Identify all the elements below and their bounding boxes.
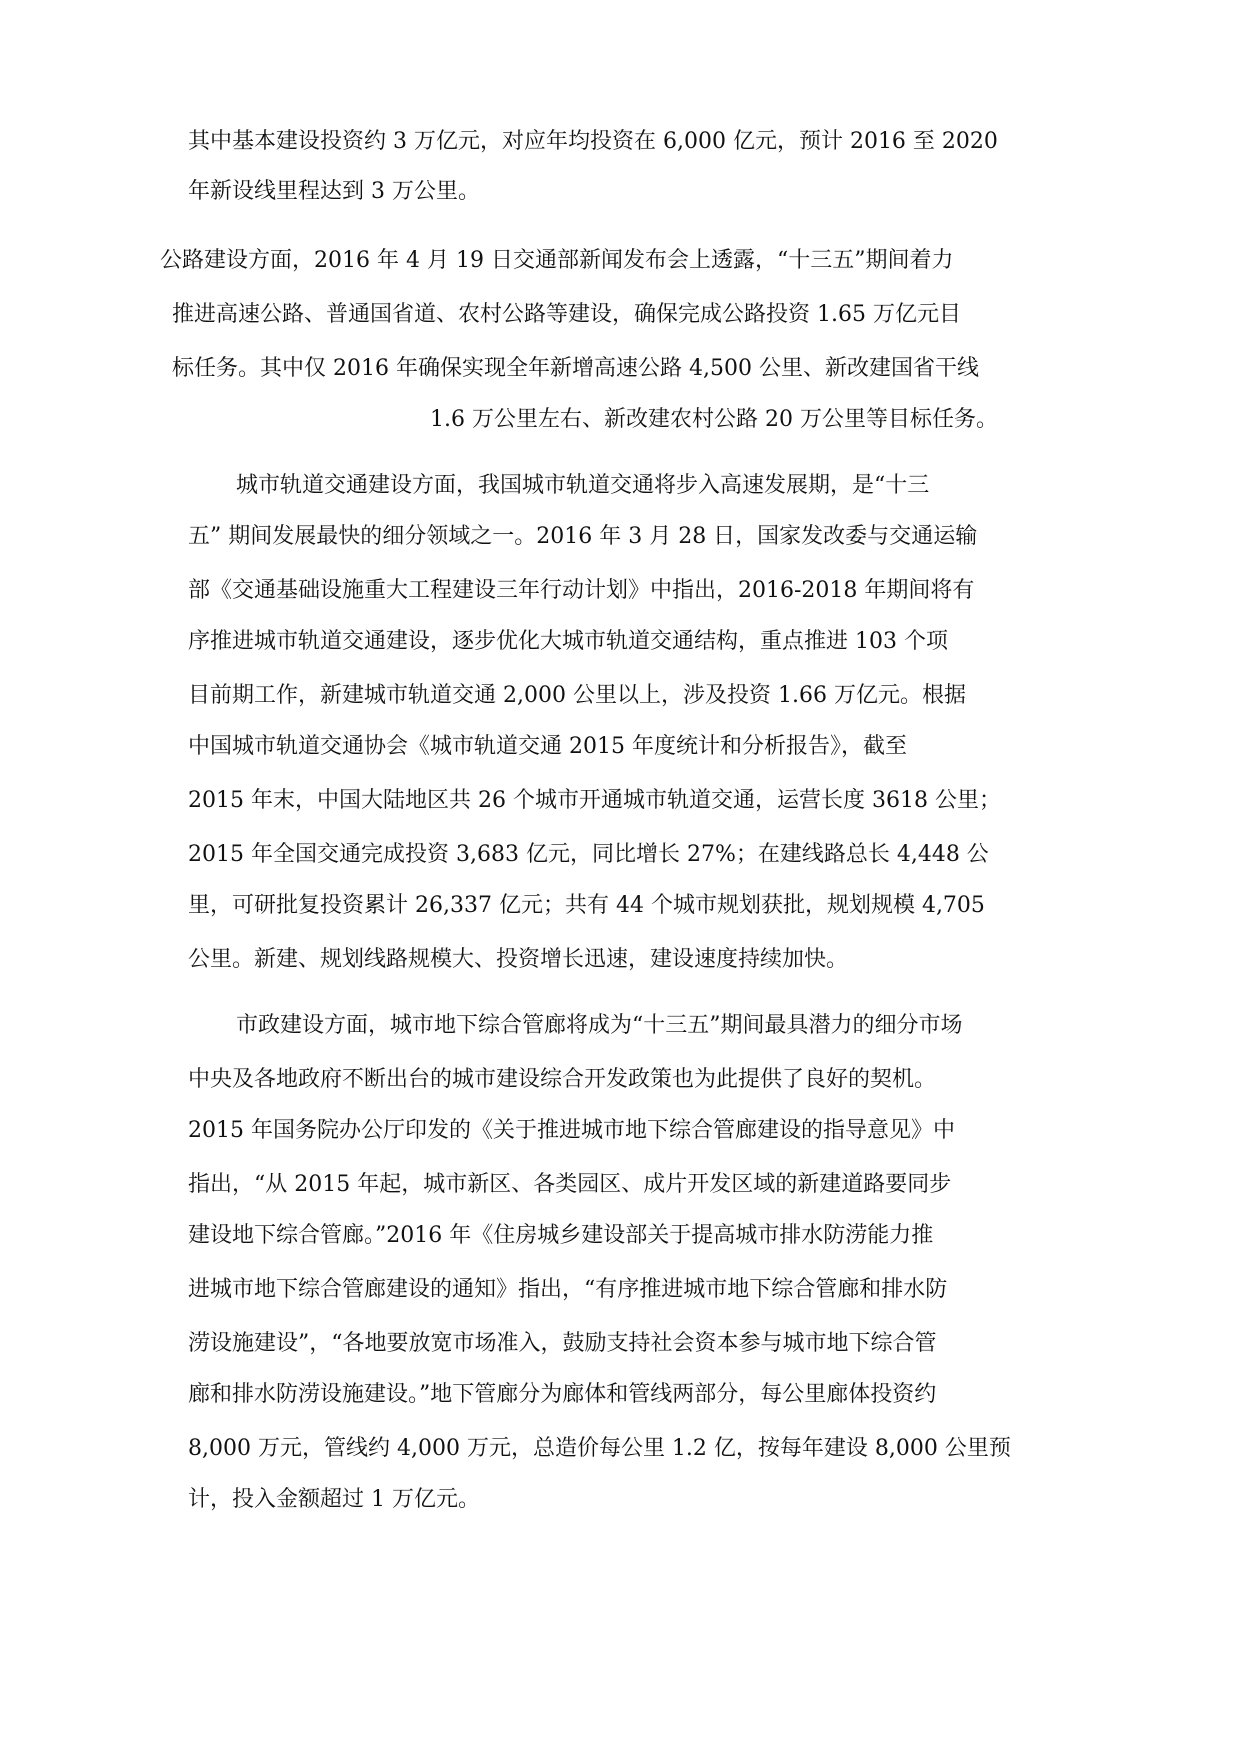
paragraph-line: 计，投入金额超过 1 万亿元。 — [188, 1487, 480, 1512]
paragraph-line: 中央及各地政府不断出台的城市建设综合开发政策也为此提供了良好的契机。 — [188, 1067, 937, 1092]
paragraph-line: 五” 期间发展最快的细分领域之一。2016 年 3 月 28 日，国家发改委与交通运输 — [188, 524, 978, 549]
paragraph-line: 涝设施建设”，“各地要放宽市场准入，鼓励支持社会资本参与城市地下综合管 — [188, 1331, 937, 1356]
paragraph-line: 市政建设方面，城市地下综合管廊将成为“十三五”期间最具潜力的细分市场 — [236, 1013, 963, 1038]
paragraph-line: 推进高速公路、普通国省道、农村公路等建设，确保完成公路投资 1.65 万亿元目 — [172, 302, 961, 327]
paragraph-line: 城市轨道交通建设方面，我国城市轨道交通将步入高速发展期，是“十三 — [236, 473, 930, 498]
paragraph-line: 公里。新建、规划线路规模大、投资增长迅速，建设速度持续加快。 — [188, 947, 849, 972]
paragraph-line: 廊和排水防涝设施建设。”地下管廊分为廊体和管线两部分，每公里廊体投资约 — [188, 1382, 937, 1407]
paragraph-line: 年新设线里程达到 3 万公里。 — [188, 179, 480, 204]
paragraph-line: 目前期工作，新建城市轨道交通 2,000 公里以上，涉及投资 1.66 万亿元。根据 — [188, 683, 966, 708]
paragraph-line: 中国城市轨道交通协会《城市轨道交通 2015 年度统计和分析报告》，截至 — [188, 734, 907, 759]
paragraph-line: 序推进城市轨道交通建设，逐步优化大城市轨道交通结构，重点推进 103 个项 — [188, 629, 948, 654]
paragraph-line: 2015 年末，中国大陆地区共 26 个城市开通城市轨道交通，运营长度 3618 公里； — [188, 788, 1001, 813]
paragraph-line: 部《交通基础设施重大工程建设三年行动计划》中指出，2016-2018 年期间将有 — [188, 578, 975, 603]
paragraph-line: 8,000 万元，管线约 4,000 万元，总造价每公里 1.2 亿，按每年建设 8,000 公里预 — [188, 1436, 1011, 1461]
paragraph-line: 其中基本建设投资约 3 万亿元，对应年均投资在 6,000 亿元，预计 2016 至 2020 — [188, 129, 998, 154]
paragraph-line: 里，可研批复投资累计 26,337 亿元；共有 44 个城市规划获批，规划规模 4,705 — [188, 893, 985, 918]
paragraph-line: 2015 年全国交通完成投资 3,683 亿元，同比增长 27%；在建线路总长 4,448 公 — [188, 842, 989, 867]
paragraph-line: 标任务。其中仅 2016 年确保实现全年新增高速公路 4,500 公里、新改建国省干线 — [172, 356, 979, 381]
paragraph-line: 建设地下综合管廊。”2016 年《住房城乡建设部关于提高城市排水防涝能力推 — [188, 1223, 934, 1248]
paragraph-line: 指出，“从 2015 年起，城市新区、各类园区、成片开发区域的新建道路要同步 — [188, 1172, 952, 1197]
paragraph-line: 公路建设方面，2016 年 4 月 19 日交通部新闻发布会上透露，“十三五”期间着力 — [160, 248, 954, 273]
paragraph-line: 进城市地下综合管廊建设的通知》指出，“有序推进城市地下综合管廊和排水防 — [188, 1277, 948, 1302]
paragraph-line: 2015 年国务院办公厅印发的《关于推进城市地下综合管廊建设的指导意见》中 — [188, 1118, 955, 1143]
paragraph-line: 1.6 万公里左右、新改建农村公路 20 万公里等目标任务。 — [430, 407, 998, 432]
